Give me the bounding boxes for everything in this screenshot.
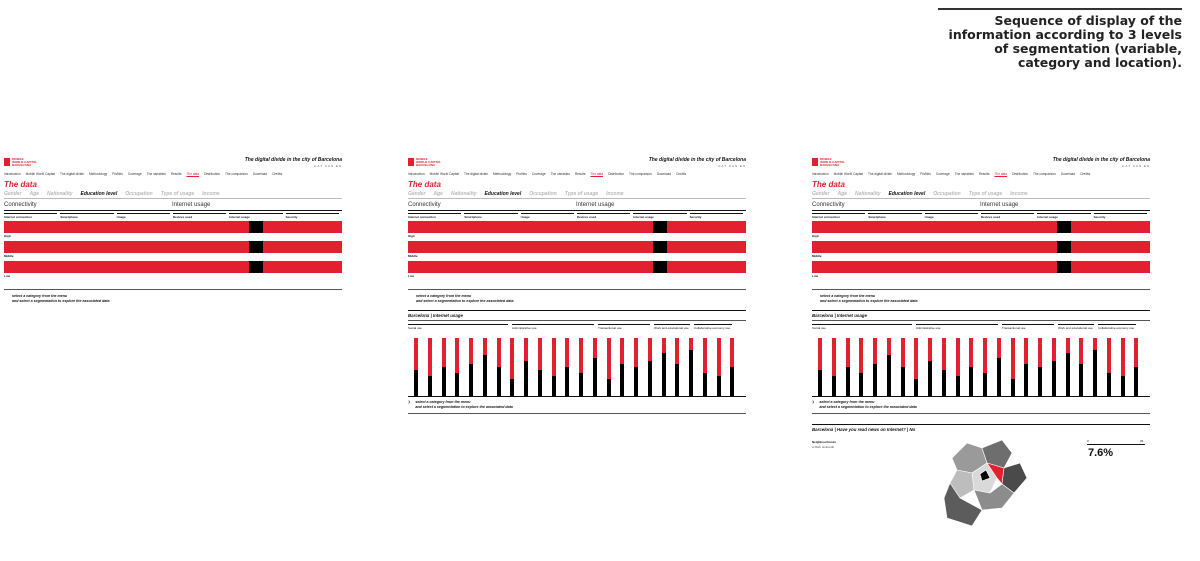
usage-bar-fill bbox=[662, 353, 666, 397]
usage-group-header: Collaborative economy use bbox=[1098, 326, 1135, 330]
usage-bar-fill bbox=[914, 379, 918, 396]
selected-column-marker bbox=[249, 221, 263, 233]
tab-connectivity[interactable]: Connectivity bbox=[408, 201, 441, 208]
neighbourhood-name: el Baix Guinardó bbox=[812, 445, 835, 449]
variable-option[interactable]: Income bbox=[1010, 191, 1028, 197]
usage-bar-fill bbox=[428, 376, 432, 396]
barcelona-district-map[interactable] bbox=[942, 438, 1032, 530]
mwc-logo[interactable] bbox=[4, 158, 10, 166]
site-header bbox=[408, 156, 746, 170]
usage-bar[interactable] bbox=[703, 338, 707, 396]
usage-bar[interactable] bbox=[997, 338, 1001, 396]
usage-bar-fill bbox=[942, 370, 946, 396]
nav-item[interactable]: Results bbox=[574, 172, 586, 176]
variable-menu bbox=[4, 191, 342, 199]
usage-bar[interactable] bbox=[648, 338, 652, 396]
usage-bar[interactable] bbox=[1079, 338, 1083, 396]
row-label: High bbox=[4, 234, 11, 238]
select-instruction bbox=[408, 289, 746, 304]
usage-bar-fill bbox=[1121, 376, 1125, 396]
variable-menu bbox=[408, 191, 746, 199]
usage-bar-fill bbox=[579, 373, 583, 396]
usage-bar[interactable] bbox=[859, 338, 863, 396]
usage-bar[interactable] bbox=[717, 338, 721, 396]
usage-bar-fill bbox=[730, 367, 734, 396]
select-instruction-line2: and select a segmentation to explore the associated data bbox=[12, 299, 110, 303]
select-instruction-line2: and select a segmentation to explore the associated data bbox=[819, 405, 917, 409]
logo-text: MOBILE WORLD CAPITAL BARCELONA bbox=[416, 157, 441, 167]
row-label: Middle bbox=[812, 254, 822, 258]
select-instruction-line2: and select a segmentation to explore the associated data bbox=[416, 299, 514, 303]
nav-item[interactable]: Credits bbox=[676, 172, 687, 176]
logo-text: MOBILE WORLD CAPITAL BARCELONA bbox=[12, 157, 37, 167]
usage-bar-fill bbox=[414, 370, 418, 396]
tab-internet-usage[interactable]: Internet usage bbox=[576, 201, 615, 208]
nav-item[interactable]: The data bbox=[186, 172, 200, 176]
segment-band[interactable] bbox=[4, 241, 342, 253]
tab-connectivity[interactable]: Connectivity bbox=[4, 201, 37, 208]
variable-option[interactable]: Nationality bbox=[854, 191, 881, 197]
usage-bar[interactable] bbox=[730, 338, 734, 396]
tab-internet-usage[interactable]: Internet usage bbox=[980, 201, 1019, 208]
usage-bar[interactable] bbox=[552, 338, 556, 396]
usage-bar-fill bbox=[1079, 364, 1083, 396]
usage-bar-fill bbox=[469, 364, 473, 396]
usage-bar-fill bbox=[928, 361, 932, 396]
variable-option[interactable]: Age bbox=[433, 191, 443, 197]
subcategory-header: Devices used bbox=[173, 213, 226, 219]
select-instruction-line2: and select a segmentation to explore the associated data bbox=[820, 299, 918, 303]
usage-bar[interactable] bbox=[414, 338, 418, 396]
site-header bbox=[812, 156, 1150, 170]
subcategory-header: Smartphone bbox=[464, 213, 517, 219]
usage-group-header: Collaborative economy use bbox=[694, 326, 731, 330]
subcategory-header: Security bbox=[286, 213, 339, 219]
usage-bar[interactable] bbox=[846, 338, 850, 396]
usage-bar[interactable] bbox=[497, 338, 501, 396]
variable-option[interactable]: Occupation bbox=[529, 191, 557, 197]
usage-bar-fill bbox=[887, 355, 891, 396]
subcategory-header: Usage bbox=[521, 213, 574, 219]
usage-bar-fill bbox=[818, 370, 822, 396]
select-instruction-bottom bbox=[408, 400, 746, 414]
usage-bar-fill bbox=[524, 361, 528, 396]
usage-bar[interactable] bbox=[483, 338, 487, 396]
site-title: The digital divide in the city of Barcelona bbox=[244, 157, 342, 163]
site-header bbox=[4, 156, 342, 170]
variable-option[interactable]: Type of usage bbox=[160, 191, 195, 197]
subcategory-headers bbox=[4, 213, 342, 219]
usage-bar[interactable] bbox=[1121, 338, 1125, 396]
nav-item[interactable]: Methodology bbox=[88, 172, 108, 176]
variable-option[interactable]: Occupation bbox=[125, 191, 153, 197]
variable-option[interactable]: Gender bbox=[4, 191, 22, 197]
subcategory-header: Smartphone bbox=[868, 213, 921, 219]
nav-item[interactable]: The comparison bbox=[1033, 172, 1056, 176]
variable-option[interactable]: Nationality bbox=[46, 191, 73, 197]
subcategory-header: Usage bbox=[117, 213, 170, 219]
usage-bar[interactable] bbox=[818, 338, 822, 396]
mwc-logo[interactable] bbox=[812, 158, 818, 166]
usage-bar-fill bbox=[859, 373, 863, 396]
select-instruction bbox=[812, 289, 1150, 304]
usage-bar[interactable] bbox=[662, 338, 666, 396]
nav-item[interactable]: Download bbox=[656, 172, 672, 176]
tab-connectivity[interactable]: Connectivity bbox=[812, 201, 845, 208]
select-instruction-line1: select a category from the menu bbox=[416, 294, 472, 298]
select-instruction-line1: select a category from the menu bbox=[819, 400, 875, 404]
variable-option[interactable]: Nationality bbox=[450, 191, 477, 197]
language-switcher[interactable]: CAT CAS EN bbox=[718, 164, 746, 168]
usage-bar-fill bbox=[510, 379, 514, 396]
chevron-right-icon[interactable]: › bbox=[408, 399, 411, 406]
nav-item[interactable]: Coverage bbox=[127, 172, 142, 176]
screen-panel-2 bbox=[408, 156, 746, 414]
usage-bar[interactable] bbox=[914, 338, 918, 396]
usage-bar-fill bbox=[703, 373, 707, 396]
nav-item[interactable]: Credits bbox=[272, 172, 283, 176]
usage-bar[interactable] bbox=[956, 338, 960, 396]
section-title: Barcelona | Internet usage bbox=[812, 310, 1150, 321]
segment-band[interactable] bbox=[812, 221, 1150, 233]
nav-item[interactable]: Results bbox=[170, 172, 182, 176]
row-label: High bbox=[812, 234, 819, 238]
usage-bar-fill bbox=[607, 379, 611, 396]
map-title: Barcelona | Have you read news on Internet? | No bbox=[812, 424, 1150, 432]
usage-bar[interactable] bbox=[887, 338, 891, 396]
usage-bar-chart bbox=[408, 334, 746, 397]
usage-bar[interactable] bbox=[565, 338, 569, 396]
segment-band[interactable] bbox=[812, 241, 1150, 253]
usage-group-header: Social use bbox=[812, 324, 912, 330]
usage-bar-fill bbox=[689, 350, 693, 396]
usage-bar-fill bbox=[538, 370, 542, 396]
usage-bar[interactable] bbox=[620, 338, 624, 396]
usage-group-header: Work and educational use bbox=[1058, 326, 1093, 330]
nav-item[interactable]: The digital divide bbox=[868, 172, 892, 176]
subcategory-header: Usage bbox=[925, 213, 978, 219]
nav-item[interactable]: The comparison bbox=[629, 172, 652, 176]
select-instruction-line1: select a category from the menu bbox=[820, 294, 876, 298]
usage-bar[interactable] bbox=[634, 338, 638, 396]
usage-group-header: Transactional use bbox=[598, 324, 650, 330]
subcategory-header: Smartphone bbox=[60, 213, 113, 219]
selected-column-marker bbox=[653, 241, 667, 253]
usage-bar-fill bbox=[1066, 353, 1070, 397]
usage-bar[interactable] bbox=[538, 338, 542, 396]
segment-band[interactable] bbox=[408, 221, 746, 233]
subcategory-header: Internet connection bbox=[408, 213, 461, 219]
usage-bar-fill bbox=[997, 358, 1001, 396]
segment-band[interactable] bbox=[812, 261, 1150, 273]
nav-item[interactable]: The digital divide bbox=[464, 172, 488, 176]
page-title: The data bbox=[812, 180, 845, 189]
category-tabs bbox=[4, 199, 342, 211]
variable-option[interactable]: Type of usage bbox=[968, 191, 1003, 197]
row-label: Middle bbox=[408, 254, 418, 258]
usage-bar-fill bbox=[497, 367, 501, 396]
usage-bar[interactable] bbox=[428, 338, 432, 396]
subcategory-header: Security bbox=[1094, 213, 1147, 219]
usage-bar[interactable] bbox=[832, 338, 836, 396]
usage-bar-fill bbox=[593, 358, 597, 396]
section-title: Barcelona | Internet usage bbox=[408, 310, 746, 321]
nav-item[interactable]: Mobile World Capital bbox=[25, 172, 56, 176]
selected-column-marker bbox=[249, 241, 263, 253]
subcategory-header: Security bbox=[690, 213, 743, 219]
usage-bar-chart bbox=[812, 334, 1150, 397]
usage-bar[interactable] bbox=[675, 338, 679, 396]
subcategory-header: Internet usage bbox=[1037, 213, 1090, 219]
usage-group-header: Social use bbox=[408, 324, 508, 330]
row-label: High bbox=[408, 234, 415, 238]
selected-column-marker bbox=[653, 221, 667, 233]
value-scale bbox=[1087, 444, 1145, 445]
subcategory-headers bbox=[812, 213, 1150, 219]
usage-bar-fill bbox=[634, 367, 638, 396]
variable-option[interactable]: Age bbox=[837, 191, 847, 197]
usage-bar-fill bbox=[1011, 379, 1015, 396]
selected-column-marker bbox=[1057, 261, 1071, 273]
usage-bar-fill bbox=[442, 367, 446, 396]
nav-item[interactable]: Download bbox=[1060, 172, 1076, 176]
select-instruction bbox=[4, 289, 342, 304]
usage-bar[interactable] bbox=[689, 338, 693, 396]
segment-band[interactable] bbox=[4, 221, 342, 233]
usage-bar-fill bbox=[846, 367, 850, 396]
sequence-caption: Sequence of display of the information according to 3 levels of segmentation (variable, category and location). bbox=[938, 8, 1182, 70]
usage-bar-fill bbox=[832, 376, 836, 396]
screen-panel-3 bbox=[812, 156, 1150, 532]
variable-option[interactable]: Education level bbox=[888, 191, 926, 197]
segment-band[interactable] bbox=[408, 241, 746, 253]
main-nav bbox=[408, 172, 746, 178]
row-label: Low bbox=[4, 274, 10, 278]
usage-bar[interactable] bbox=[928, 338, 932, 396]
nav-item[interactable]: Introduction bbox=[812, 172, 829, 176]
nav-item[interactable]: Mobile World Capital bbox=[833, 172, 864, 176]
variable-option[interactable]: Education level bbox=[80, 191, 118, 197]
nav-item[interactable]: Profiles bbox=[920, 172, 931, 176]
select-instruction-bottom bbox=[812, 400, 1150, 414]
select-instruction-line2: and select a segmentation to explore the associated data bbox=[415, 405, 513, 409]
main-nav bbox=[812, 172, 1150, 178]
variable-option[interactable]: Education level bbox=[484, 191, 522, 197]
usage-group-header: Administrative use bbox=[512, 324, 594, 330]
usage-bar-fill bbox=[455, 373, 459, 396]
variable-option[interactable]: Type of usage bbox=[564, 191, 599, 197]
nav-item[interactable]: Introduction bbox=[408, 172, 425, 176]
nav-item[interactable]: Methodology bbox=[896, 172, 916, 176]
nav-item[interactable]: Credits bbox=[1080, 172, 1091, 176]
category-tabs bbox=[408, 199, 746, 211]
nav-item[interactable]: Methodology bbox=[492, 172, 512, 176]
selected-column-marker bbox=[1057, 241, 1071, 253]
category-tabs bbox=[812, 199, 1150, 211]
variable-option[interactable]: Age bbox=[29, 191, 39, 197]
scale-max: 26 bbox=[1140, 439, 1144, 443]
language-switcher[interactable]: CAT CAS EN bbox=[1122, 164, 1150, 168]
usage-bar[interactable] bbox=[1038, 338, 1042, 396]
usage-bar[interactable] bbox=[1093, 338, 1097, 396]
segment-band[interactable] bbox=[408, 261, 746, 273]
usage-bar[interactable] bbox=[1052, 338, 1056, 396]
usage-bar[interactable] bbox=[1107, 338, 1111, 396]
page-title: The data bbox=[4, 180, 37, 189]
variable-menu bbox=[812, 191, 1150, 199]
row-label: Low bbox=[408, 274, 414, 278]
variable-option[interactable]: Income bbox=[202, 191, 220, 197]
nav-item[interactable]: The data bbox=[994, 172, 1008, 176]
usage-bar-fill bbox=[620, 364, 624, 396]
logo-text: MOBILE WORLD CAPITAL BARCELONA bbox=[820, 157, 845, 167]
scale-min: 0 bbox=[1087, 439, 1089, 443]
nav-item[interactable]: Profiles bbox=[516, 172, 527, 176]
usage-bar[interactable] bbox=[442, 338, 446, 396]
neighbourhood-label: Neighbourhoods bbox=[812, 440, 836, 444]
nav-item[interactable]: Mobile World Capital bbox=[429, 172, 460, 176]
subcategory-header: Internet connection bbox=[812, 213, 865, 219]
usage-bar[interactable] bbox=[901, 338, 905, 396]
subcategory-header: Internet usage bbox=[633, 213, 686, 219]
segment-band[interactable] bbox=[4, 261, 342, 273]
usage-bar-fill bbox=[873, 364, 877, 396]
nav-item[interactable]: Distribution bbox=[608, 172, 625, 176]
usage-bar-fill bbox=[648, 361, 652, 396]
select-instruction-line1: select a category from the menu bbox=[12, 294, 68, 298]
subcategory-header: Internet connection bbox=[4, 213, 57, 219]
site-title: The digital divide in the city of Barcelona bbox=[648, 157, 746, 163]
nav-item[interactable]: The data bbox=[590, 172, 604, 176]
nav-item[interactable]: The variables bbox=[146, 172, 166, 176]
usage-bar-fill bbox=[1134, 367, 1138, 396]
selected-value: 7.6% bbox=[1088, 447, 1114, 459]
main-nav bbox=[4, 172, 342, 178]
nav-item[interactable]: The variables bbox=[954, 172, 974, 176]
language-switcher[interactable]: CAT CAS EN bbox=[314, 164, 342, 168]
subcategory-header: Internet usage bbox=[229, 213, 282, 219]
nav-item[interactable]: Distribution bbox=[204, 172, 221, 176]
usage-groups bbox=[812, 324, 1150, 330]
nav-item[interactable]: The comparison bbox=[225, 172, 248, 176]
nav-item[interactable]: Coverage bbox=[935, 172, 950, 176]
usage-group-header: Work and educational use bbox=[654, 326, 689, 330]
variable-option[interactable]: Occupation bbox=[933, 191, 961, 197]
usage-group-header: Transactional use bbox=[1002, 324, 1054, 330]
page-title: The data bbox=[408, 180, 441, 189]
usage-bar[interactable] bbox=[607, 338, 611, 396]
nav-item[interactable]: Results bbox=[978, 172, 990, 176]
usage-bar[interactable] bbox=[593, 338, 597, 396]
nav-item[interactable]: Download bbox=[252, 172, 268, 176]
selected-column-marker bbox=[249, 261, 263, 273]
usage-bar[interactable] bbox=[969, 338, 973, 396]
tab-internet-usage[interactable]: Internet usage bbox=[172, 201, 211, 208]
usage-bar[interactable] bbox=[455, 338, 459, 396]
nav-item[interactable]: The digital divide bbox=[60, 172, 84, 176]
subcategory-headers bbox=[408, 213, 746, 219]
usage-bar[interactable] bbox=[510, 338, 514, 396]
variable-option[interactable]: Income bbox=[606, 191, 624, 197]
row-label: Middle bbox=[4, 254, 14, 258]
usage-bar[interactable] bbox=[1011, 338, 1015, 396]
usage-bar[interactable] bbox=[983, 338, 987, 396]
chevron-right-icon[interactable]: › bbox=[812, 399, 815, 406]
usage-bar-fill bbox=[717, 376, 721, 396]
usage-bar-fill bbox=[483, 355, 487, 396]
nav-item[interactable]: Coverage bbox=[531, 172, 546, 176]
row-label: Low bbox=[812, 274, 818, 278]
mwc-logo[interactable] bbox=[408, 158, 414, 166]
usage-bar[interactable] bbox=[942, 338, 946, 396]
usage-bar[interactable] bbox=[524, 338, 528, 396]
usage-bar-fill bbox=[675, 364, 679, 396]
usage-bar[interactable] bbox=[469, 338, 473, 396]
usage-bar-fill bbox=[1093, 350, 1097, 396]
nav-item[interactable]: Profiles bbox=[112, 172, 123, 176]
usage-groups bbox=[408, 324, 746, 330]
selected-column-marker bbox=[1057, 221, 1071, 233]
selected-column-marker bbox=[653, 261, 667, 273]
usage-bar-fill bbox=[552, 376, 556, 396]
subcategory-header: Devices used bbox=[577, 213, 630, 219]
usage-bar[interactable] bbox=[1066, 338, 1070, 396]
usage-bar-fill bbox=[1107, 373, 1111, 396]
usage-bar[interactable] bbox=[873, 338, 877, 396]
nav-item[interactable]: The variables bbox=[550, 172, 570, 176]
select-instruction-line1: select a category from the menu bbox=[415, 400, 471, 404]
variable-option[interactable]: Gender bbox=[408, 191, 426, 197]
usage-bar[interactable] bbox=[1024, 338, 1028, 396]
nav-item[interactable]: Distribution bbox=[1012, 172, 1029, 176]
usage-bar-fill bbox=[956, 376, 960, 396]
usage-bar-fill bbox=[901, 367, 905, 396]
usage-bar-fill bbox=[565, 367, 569, 396]
site-title: The digital divide in the city of Barcelona bbox=[1052, 157, 1150, 163]
screen-panel-1 bbox=[4, 156, 342, 304]
variable-option[interactable]: Gender bbox=[812, 191, 830, 197]
usage-group-header: Administrative use bbox=[916, 324, 998, 330]
usage-bar-fill bbox=[969, 367, 973, 396]
usage-bar[interactable] bbox=[1134, 338, 1138, 396]
usage-bar-fill bbox=[1052, 361, 1056, 396]
subcategory-header: Devices used bbox=[981, 213, 1034, 219]
usage-bar[interactable] bbox=[579, 338, 583, 396]
nav-item[interactable]: Introduction bbox=[4, 172, 21, 176]
map-section bbox=[812, 432, 1150, 532]
usage-bar-fill bbox=[1024, 364, 1028, 396]
usage-bar-fill bbox=[1038, 367, 1042, 396]
usage-bar-fill bbox=[983, 373, 987, 396]
